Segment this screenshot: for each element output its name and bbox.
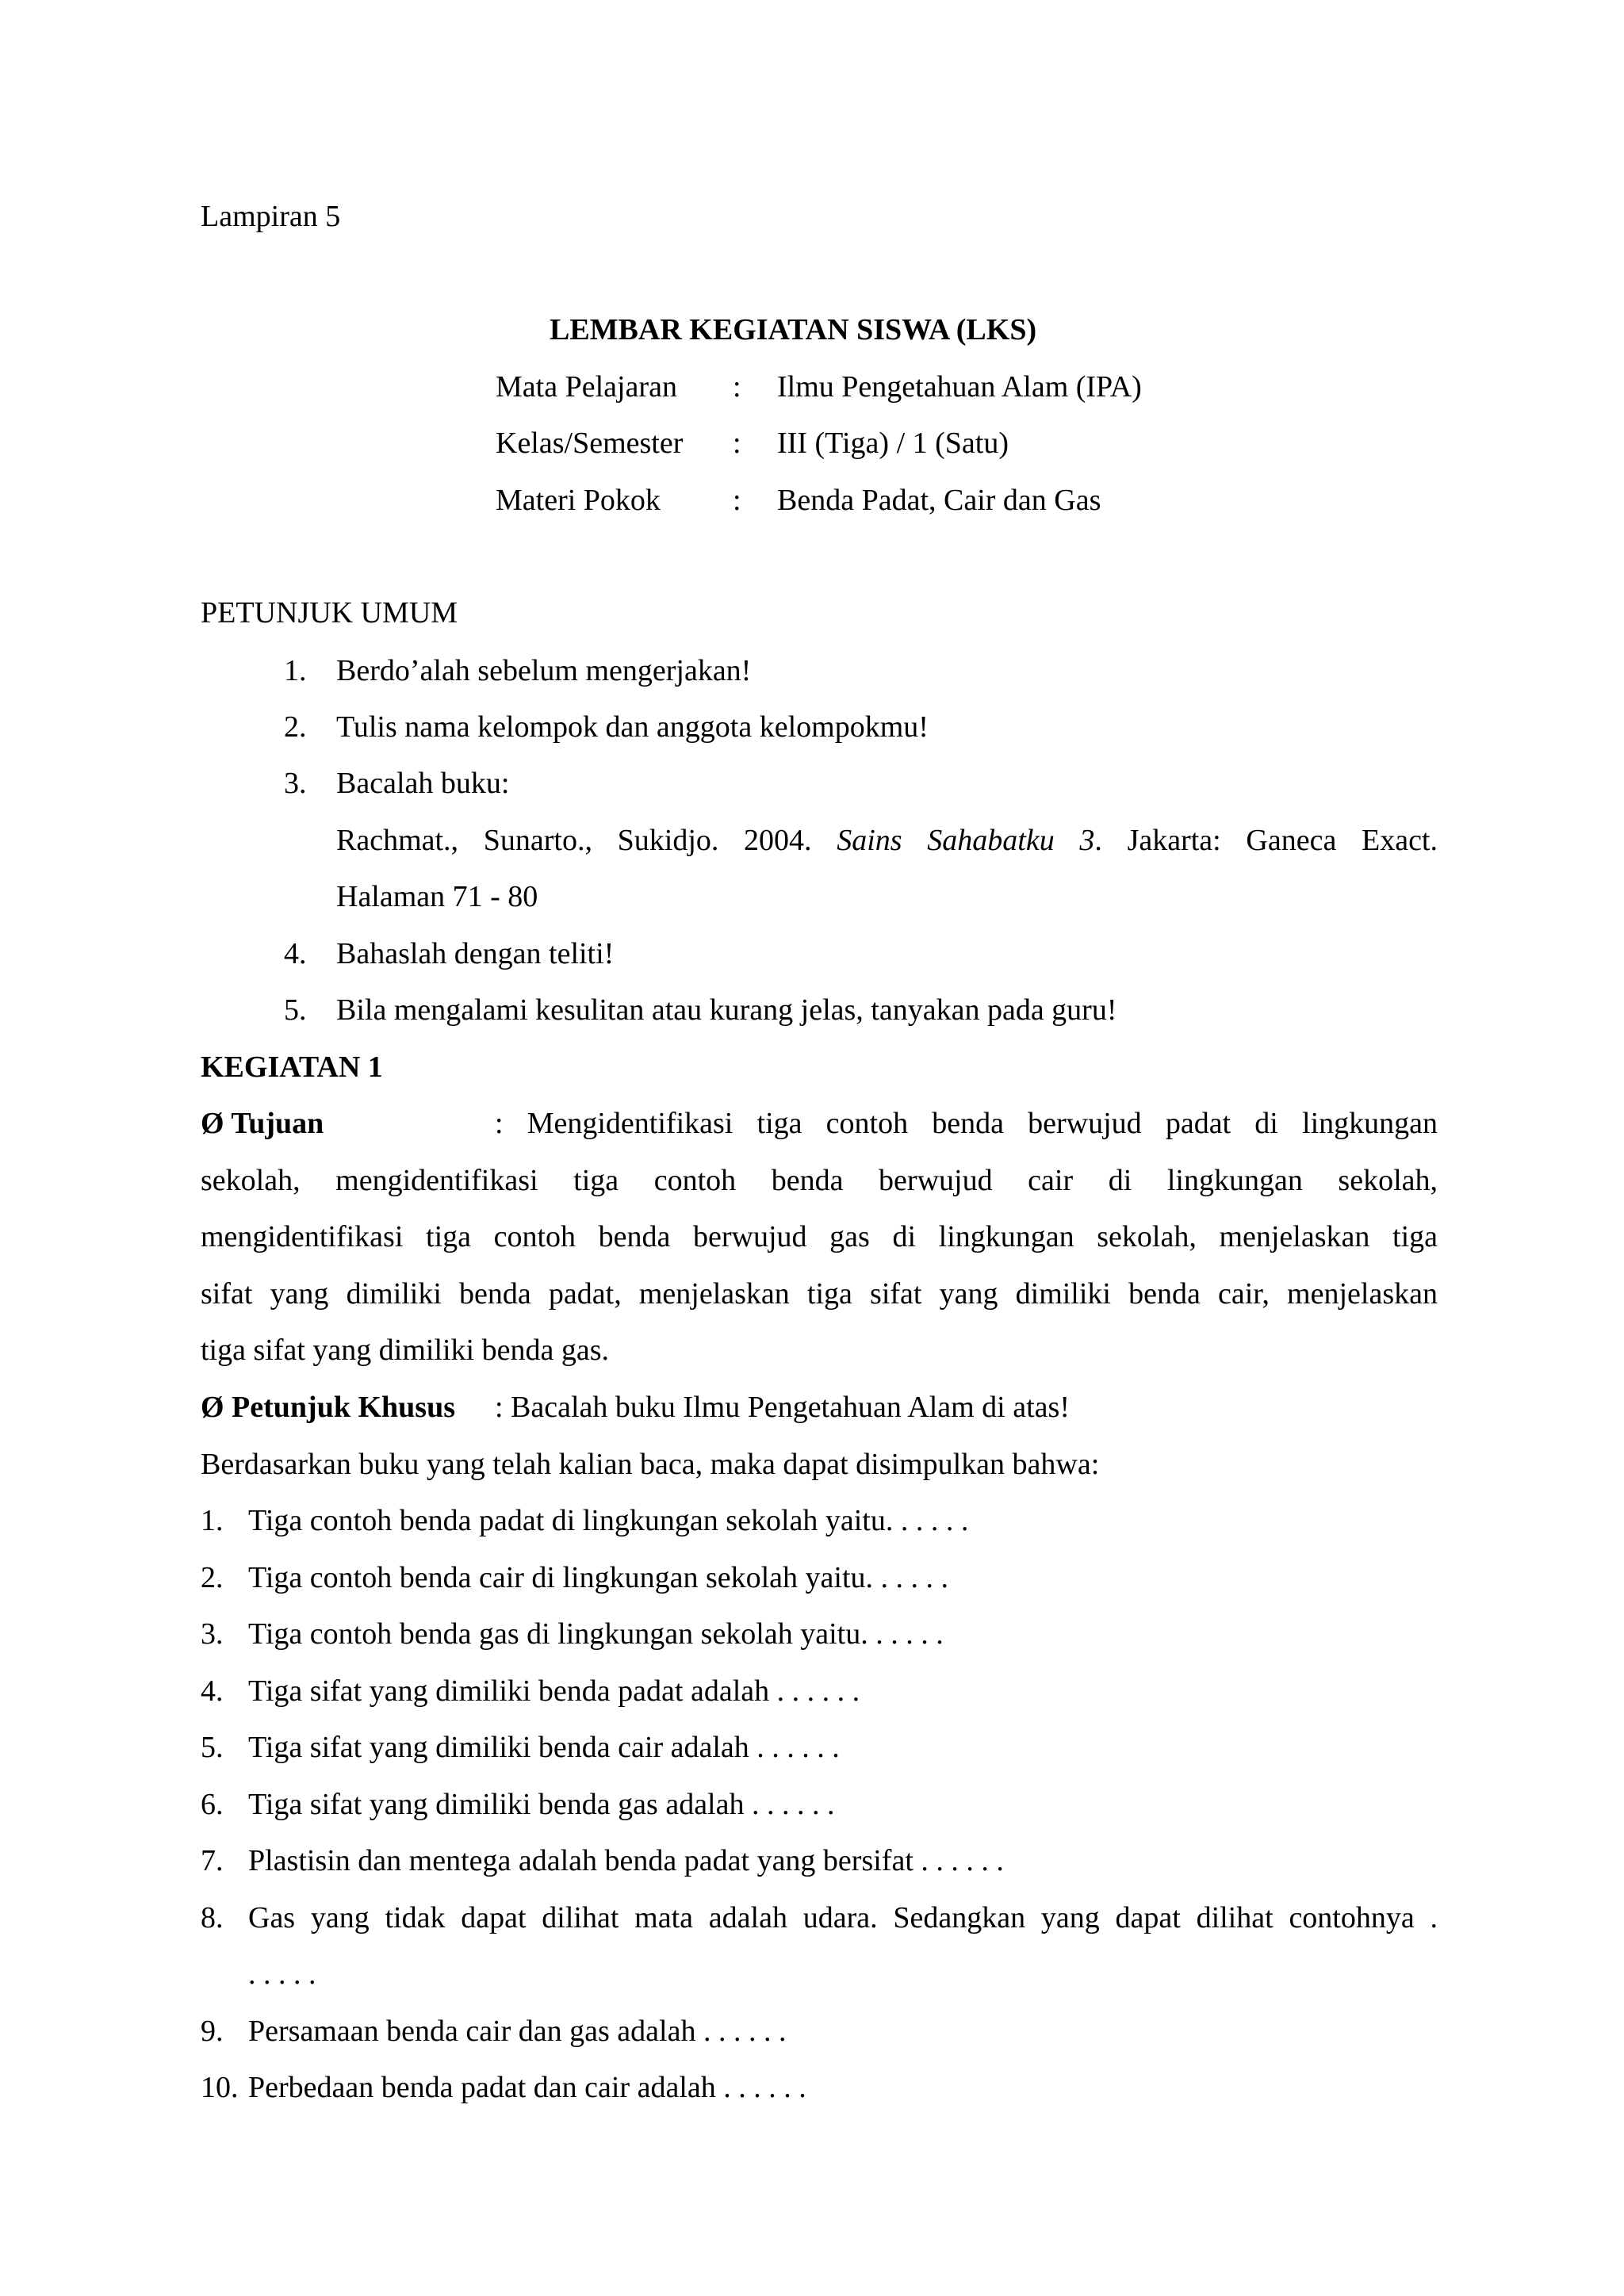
question-text: Tiga contoh benda padat di lingkungan sekolah yaitu. . . . . . bbox=[248, 1504, 969, 1537]
question-number: 7. bbox=[201, 1844, 224, 1877]
question-text: Perbedaan benda padat dan cair adalah . . . . . . bbox=[248, 2071, 806, 2104]
question-text: Tiga sifat yang dimiliki benda cair adalah . . . . . . bbox=[248, 1731, 840, 1764]
question-text: Gas yang tidak dapat dilihat mata adalah udara. Sedangkan yang dapat dilihat contohnya . bbox=[248, 1901, 1438, 1934]
goal-text-line: sekolah, mengidentifikasi tiga contoh benda berwujud cair di lingkungan sekolah, bbox=[201, 1164, 1438, 1197]
goal-text: : Mengidentifikasi tiga contoh benda berwujud padat di lingkungan bbox=[495, 1107, 1438, 1140]
question-number: 1. bbox=[201, 1504, 224, 1537]
question-number: 8. bbox=[201, 1901, 224, 1934]
item-text: Berdo’alah sebelum mengerjakan! bbox=[336, 654, 752, 687]
meta-label: Kelas/Semester bbox=[496, 427, 684, 460]
meta-colon: : bbox=[733, 484, 741, 517]
question-number: 10. bbox=[201, 2071, 239, 2104]
goal-text-line: mengidentifikasi tiga contoh benda berwujud gas di lingkungan sekolah, menjelaskan tiga bbox=[201, 1220, 1438, 1253]
meta-colon: : bbox=[733, 427, 741, 460]
goal-text-line: tiga sifat yang dimiliki benda gas. bbox=[201, 1334, 610, 1367]
meta-value: III (Tiga) / 1 (Satu) bbox=[777, 427, 1009, 460]
question-text: Persamaan benda cair dan gas adalah . . . . . . bbox=[248, 2015, 787, 2048]
book-reference bbox=[336, 825, 1438, 855]
general-instructions-heading: PETUNJUK UMUM bbox=[201, 596, 458, 629]
question-text: Tiga contoh benda gas di lingkungan sekolah yaitu. . . . . . bbox=[248, 1617, 944, 1651]
question-continuation: . . . . . bbox=[248, 1957, 316, 1991]
question-number: 6. bbox=[201, 1788, 224, 1821]
question-number: 5. bbox=[201, 1731, 224, 1764]
question-text: Plastisin dan mentega adalah benda padat yang bersifat . . . . . . bbox=[248, 1844, 1004, 1877]
reference-pages: Halaman 71 - 80 bbox=[336, 880, 538, 913]
reference-book-title: Sains Sahabatku 3 bbox=[837, 824, 1095, 857]
worksheet-title: LEMBAR KEGIATAN SISWA (LKS) bbox=[550, 313, 1037, 346]
meta-colon: : bbox=[733, 370, 741, 404]
meta-label: Materi Pokok bbox=[496, 484, 661, 517]
special-label: Ø Petunjuk Khusus bbox=[201, 1391, 456, 1424]
reference-authors: Rachmat., Sunarto., Sukidjo. 2004. bbox=[336, 824, 812, 857]
item-number: 2. bbox=[284, 710, 307, 744]
question-number: 9. bbox=[201, 2015, 224, 2048]
conclusion-intro: Berdasarkan buku yang telah kalian baca, maka dapat disimpulkan bahwa: bbox=[201, 1448, 1100, 1481]
question-text: Tiga sifat yang dimiliki benda gas adalah . . . . . . bbox=[248, 1788, 835, 1821]
question-number: 3. bbox=[201, 1617, 224, 1651]
item-text: Bacalah buku: bbox=[336, 767, 510, 800]
meta-value: Ilmu Pengetahuan Alam (IPA) bbox=[777, 370, 1142, 404]
item-text: Tulis nama kelompok dan anggota kelompokmu! bbox=[336, 710, 929, 744]
item-text: Bahaslah dengan teliti! bbox=[336, 937, 615, 970]
item-number: 1. bbox=[284, 654, 307, 687]
item-number: 4. bbox=[284, 937, 307, 970]
special-text: : Bacalah buku Ilmu Pengetahuan Alam di atas! bbox=[495, 1391, 1070, 1424]
item-text: Bila mengalami kesulitan atau kurang jelas, tanyakan pada guru! bbox=[336, 993, 1117, 1027]
goal-text-line: sifat yang dimiliki benda padat, menjelaskan tiga sifat yang dimiliki benda cair, menjelaskan bbox=[201, 1277, 1438, 1311]
question-number: 4. bbox=[201, 1674, 224, 1708]
goal-label: Ø Tujuan bbox=[201, 1107, 324, 1140]
item-number: 5. bbox=[284, 993, 307, 1027]
reference-publisher: . Jakarta: Ganeca Exact. bbox=[1094, 824, 1438, 857]
item-number: 3. bbox=[284, 767, 307, 800]
meta-value: Benda Padat, Cair dan Gas bbox=[777, 484, 1101, 517]
activity-heading: KEGIATAN 1 bbox=[201, 1050, 383, 1084]
question-text: Tiga contoh benda cair di lingkungan sekolah yaitu. . . . . . bbox=[248, 1561, 948, 1594]
attachment-label: Lampiran 5 bbox=[201, 200, 341, 233]
question-number: 2. bbox=[201, 1561, 224, 1594]
meta-label: Mata Pelajaran bbox=[496, 370, 677, 404]
question-text: Tiga sifat yang dimiliki benda padat adalah . . . . . . bbox=[248, 1674, 860, 1708]
